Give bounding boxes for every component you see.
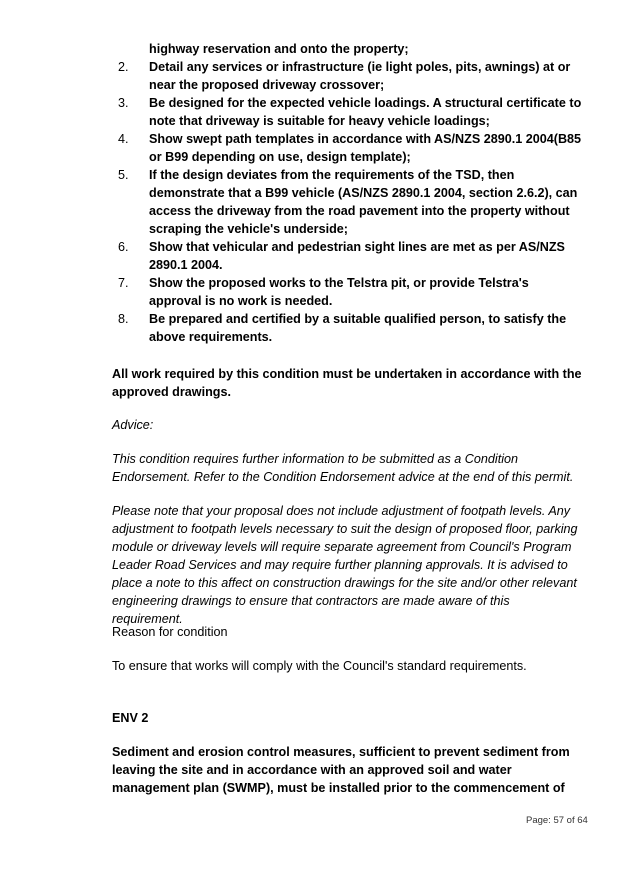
list-item-number: 2. — [118, 60, 129, 74]
list-item-text: Be prepared and certified by a suitable qualified person, to satisfy the above requirements. — [149, 312, 567, 344]
list-item-number: 5. — [118, 168, 129, 182]
list-item-text: Show that vehicular and pedestrian sight lines are met as per AS/NZS 2890.1 2004. — [149, 240, 565, 272]
list-item — [112, 58, 582, 94]
page-number: Page: 57 of 64 — [526, 815, 588, 826]
continued-list-text: highway reservation and onto the property; — [149, 42, 409, 56]
requirements-list — [112, 58, 582, 346]
work-statement: All work required by this condition must be undertaken in accordance with the approved drawings. — [112, 367, 582, 399]
list-item-number: 7. — [118, 276, 129, 290]
reason-heading: Reason for condition — [112, 625, 228, 639]
list-item — [112, 238, 582, 274]
reason-text: To ensure that works will comply with the Council's standard requirements. — [112, 659, 527, 673]
list-item — [112, 130, 582, 166]
section-code: ENV 2 — [112, 711, 149, 725]
list-item-text: Detail any services or infrastructure (ie light poles, pits, awnings) at or near the proposed driveway crossover; — [149, 60, 571, 92]
list-item — [112, 166, 582, 238]
list-item — [112, 274, 582, 310]
list-item-text: Be designed for the expected vehicle loadings. A structural certificate to note that driveway is suitable for heavy vehicle loadings; — [149, 96, 582, 128]
list-item-text: Show the proposed works to the Telstra pit, or provide Telstra's approval is no work is needed. — [149, 276, 529, 308]
advice-heading: Advice: — [112, 418, 154, 432]
section-text: Sediment and erosion control measures, sufficient to prevent sediment from leaving the site and in accordance with an approved soil and water management plan (SWMP), must be installed prior to the commencement of — [112, 745, 570, 795]
advice-paragraph-1: This condition requires further information to be submitted as a Condition Endorsement. Refer to the Condition Endorsement advice at the end of this permit. — [112, 452, 574, 484]
list-item-text: Show swept path templates in accordance with AS/NZS 2890.1 2004(B85 or B99 depending on use, design template); — [149, 132, 582, 164]
list-item-number: 8. — [118, 312, 129, 326]
list-item-number: 6. — [118, 240, 129, 254]
list-item-text: If the design deviates from the requirements of the TSD, then demonstrate that a B99 vehicle (AS/NZS 2890.1 2004, section 2.6.2), can access the driveway from the road pavement into the property without scraping the vehicle's underside; — [149, 168, 578, 236]
list-item-number: 3. — [118, 96, 129, 110]
list-item — [112, 310, 582, 346]
advice-paragraph-2: Please note that your proposal does not include adjustment of footpath levels. Any adjustment to footpath levels necessary to suit the design of proposed floor, parking module or driveway levels will require separate agreement from Council's Program Leader Road Services and may require further planning approvals. It is advised to place a note to this affect on construction drawings for the site and/or other relevant engineering drawings to ensure that contractors are made aware of this requirement. — [112, 504, 578, 626]
list-item-number: 4. — [118, 132, 129, 146]
list-item — [112, 94, 582, 130]
